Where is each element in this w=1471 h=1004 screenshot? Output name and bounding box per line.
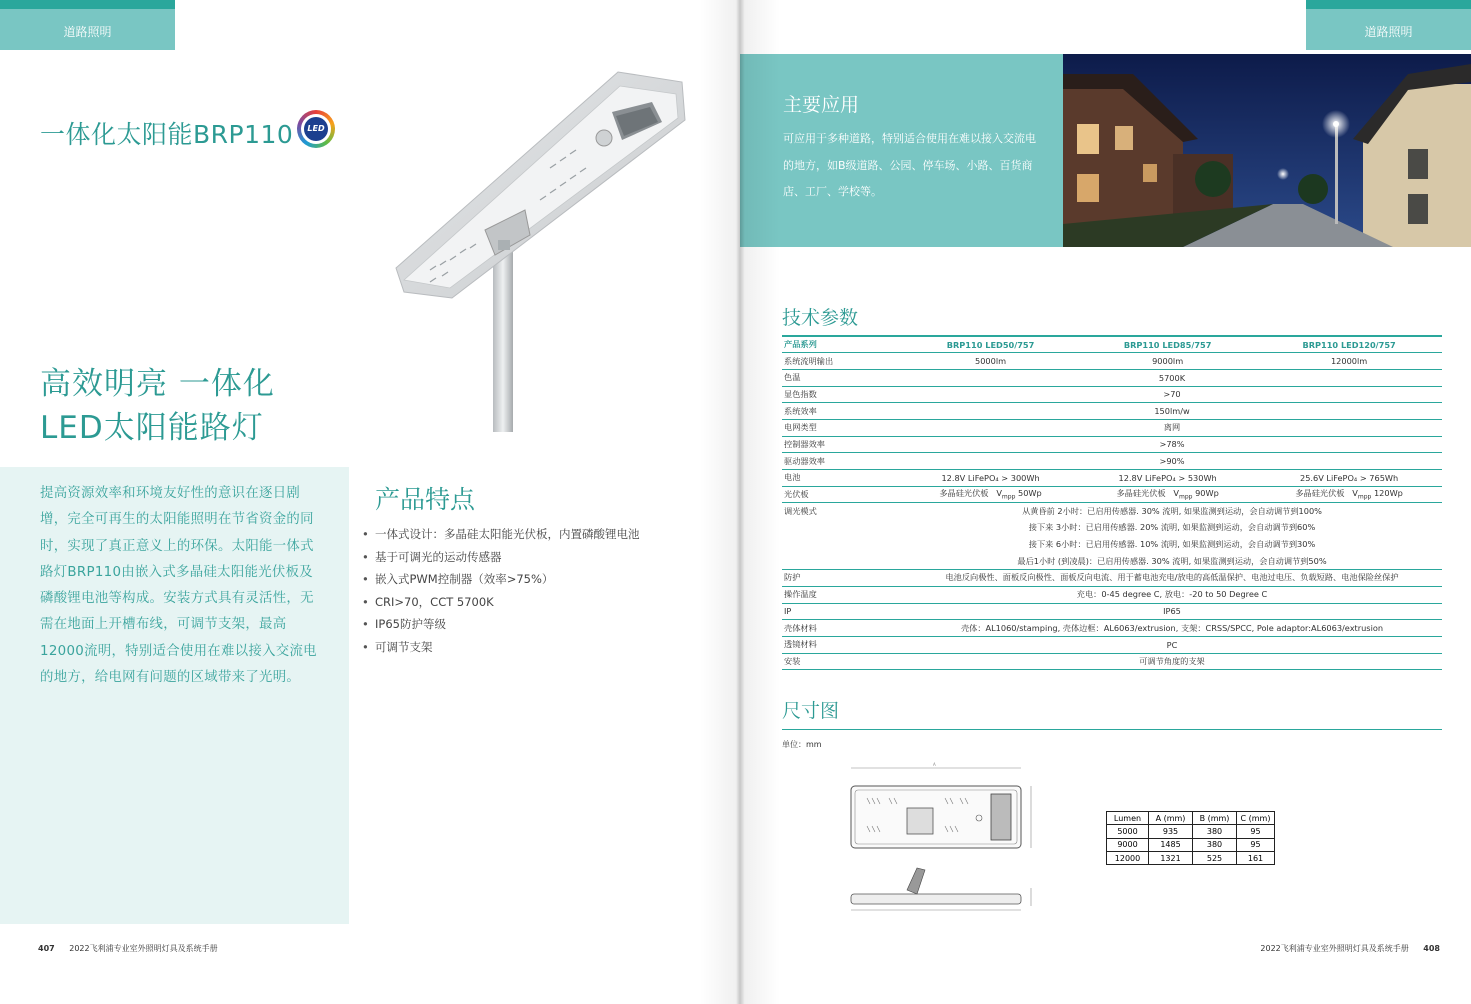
table-row: 控制器效率 >78% [782, 436, 1442, 453]
dim-label-a: A [933, 762, 936, 767]
feature-item: • 一体式设计：多晶硅太阳能光伏板，内置磷酸锂电池 [362, 527, 640, 541]
bullet-icon: • [362, 594, 369, 609]
street-lamp-image [390, 60, 690, 440]
table-row: Lumen A (mm) B (mm) C (mm) [1107, 812, 1275, 825]
bullet-icon: • [362, 527, 369, 541]
bullet-icon: • [362, 617, 369, 632]
table-row: 透镜材料 PC [782, 636, 1442, 653]
table-row: 操作温度 充电：0-45 degree C, 放电：-20 to 50 Degree C [782, 586, 1442, 603]
table-row: IP IP65 [782, 603, 1442, 620]
led-badge-icon [297, 110, 335, 148]
table-row: 5000 935 380 95 [1107, 825, 1275, 838]
divider [782, 729, 1442, 730]
table-row: 光伏板 多晶硅光伏板 $V_{mpp}$ 50Wp 多晶硅光伏板 $V_{mpp}$ 90Wp 多晶硅光伏板 $V_{mpp}$ 120Wp [782, 486, 1442, 503]
table-row: 最后1小时 (到凌晨)：已启用传感器. 30% 流明, 如果监测到运动，会自动调节到50% [782, 553, 1442, 570]
section-tab: 道路照明 [1306, 0, 1471, 50]
spec-title: 技术参数 [782, 307, 859, 329]
footer-right [1260, 943, 1440, 954]
table-row: 产品系列 BRP110 LED50/757 BRP110 LED85/757 BRP110 LED120/757 [782, 336, 1442, 353]
table-row: 色温 5700K [782, 369, 1442, 386]
footer-text: 2022飞利浦专业室外照明灯具及系统手册 [69, 944, 218, 953]
table-row: 壳体材料 壳体：AL1060/stamping, 壳体边框：AL6063/extrusion, 支架：CRSS/SPCC, Pole adaptor:AL6063/extrusion [782, 620, 1442, 637]
feature-item: • 嵌入式PWM控制器（效率>75%） [362, 572, 554, 587]
table-row: 9000 1485 380 95 [1107, 838, 1275, 851]
table-row: 防护 电池反向极性、面板反向极性、面板反向电流、用于蓄电池充电/放电的高低温保护、电池过电压、负载短路、电池保险丝保护 [782, 570, 1442, 587]
footer-left [38, 943, 218, 954]
dimension-title: 尺寸图 [782, 700, 840, 722]
table-row: 电网类型 离网 [782, 419, 1442, 436]
intro-text: 提高资源效率和环境友好性的意识在逐日剧增，完全可再生的太阳能照明在节省资金的同时，实现了真正意义上的环保。太阳能一体式路灯BRP110由嵌入式多晶硅太阳能光伏板及磷酸锂电池等构成。安装方式具有灵活性，无需在地面上开槽布线，可调节支架，最高12000流明，特别适合使用在难以接入交流电的地方，给电网有问题的区域带来了光明。 [40, 486, 317, 686]
table-row: 接下来 6小时：已启用传感器. 10% 流明, 如果监测到运动，会自动调节到30% [1028, 539, 1316, 550]
table-row: 调光模式 从黄昏前 2小时：已启用传感器. 30% 流明, 如果监测到运动，会自动调节到100% [784, 505, 1322, 516]
table-row: 安装 可调节角度的支架 [782, 653, 1442, 670]
feature-item: • 可调节支架 [362, 639, 433, 654]
feature-item: • CRI>70，CCT 5700K [362, 594, 494, 609]
spec-table [782, 335, 1442, 670]
bullet-icon: • [362, 549, 369, 564]
headline [40, 362, 275, 450]
night-street-photo [1063, 54, 1471, 247]
features-title: 产品特点 [375, 485, 476, 514]
application-panel [740, 54, 1063, 247]
led-badge-label: LED [304, 117, 328, 141]
feature-item: • 基于可调光的运动传感器 [362, 549, 502, 564]
headline-line2: LED太阳能路灯 [40, 410, 264, 446]
table-row: 系统效率 150lm/w [782, 403, 1442, 420]
table-row: 系统流明输出 5000lm 9000lm 12000lm [782, 353, 1442, 370]
table-row: 驱动器效率 >90% [782, 453, 1442, 470]
dimension-drawing [845, 760, 1045, 920]
headline-line1: 高效明亮 一体化 [40, 366, 275, 402]
product-title: 一体化太阳能BRP110 [40, 120, 294, 149]
right-page [740, 0, 1471, 1004]
application-text: 可应用于多种道路，特别适合使用在难以接入交流电的地方，如B级道路、公园、停车场、小路、百货商店、工厂、学校等。 [783, 132, 1036, 198]
section-tab: 道路照明 [0, 0, 175, 50]
unit-label: 单位：mm [782, 740, 822, 749]
footer-text: 2022飞利浦专业室外照明灯具及系统手册 [1260, 944, 1409, 953]
page-number: 408 [1423, 944, 1440, 953]
dimension-table [1106, 811, 1275, 865]
table-row: 电池 12.8V LiFePO₄ > 300Wh 12.8V LiFePO₄ > 530Wh 25.6V LiFePO₄ > 765Wh [782, 470, 1442, 487]
table-row: 12000 1321 525 161 [1107, 851, 1275, 864]
feature-item: • IP65防护等级 [362, 617, 446, 632]
table-row: 显色指数 >70 [782, 386, 1442, 403]
bullet-icon: • [362, 572, 369, 587]
bullet-icon: • [362, 639, 369, 654]
table-row: 接下来 3小时：已启用传感器. 20% 流明, 如果监测到运动，会自动调节到60% [1028, 522, 1316, 533]
application-title: 主要应用 [783, 94, 860, 116]
page-number: 407 [38, 944, 55, 953]
features-list [362, 526, 640, 662]
